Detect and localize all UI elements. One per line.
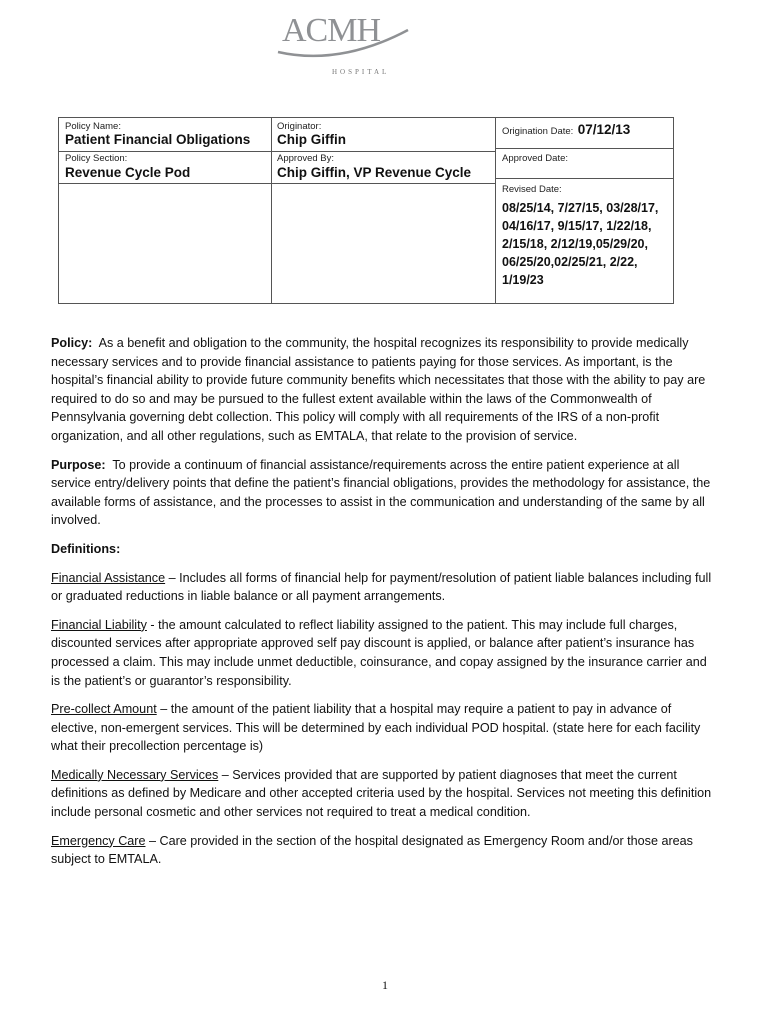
definition-term: Financial Assistance — [51, 570, 166, 585]
policy-section-label: Policy Section: — [65, 153, 128, 164]
definition-term: Medically Necessary Services — [51, 767, 219, 782]
definition-item — [51, 700, 719, 756]
purpose-paragraph — [51, 456, 719, 530]
policy-paragraph — [51, 334, 719, 446]
approved-by-label: Approved By: — [277, 153, 335, 164]
purpose-label: Purpose: — [51, 457, 106, 472]
table-divider — [495, 178, 673, 179]
definition-term: Pre-collect Amount — [51, 702, 157, 717]
policy-label: Policy: — [51, 336, 93, 350]
originator: Chip Giffin — [277, 132, 346, 147]
definition-item — [51, 832, 719, 869]
table-divider — [59, 183, 495, 184]
definition-text: – Care provided in the section of the hospital designated as Emergency Room and/or those areas subject to EMTALA. — [51, 833, 693, 867]
originator-label: Originator: — [277, 121, 322, 132]
policy-body — [51, 334, 719, 879]
policy-name: Patient Financial Obligations — [65, 132, 251, 147]
definition-item — [51, 766, 719, 822]
purpose-text: To provide a continuum of financial assistance/requirements across the entire patient experience at all service entry/delivery points that define the patient’s financial obligations, provides the methodology for assistance, the available forms of assistance, and the processes to assist in the communication and understanding of the same by all involved. — [51, 457, 711, 528]
origination-date-cell — [502, 121, 630, 139]
definition-item — [51, 569, 719, 606]
definition-text: – the amount of the patient liability that a hospital may require a patient to pay in advance of elective, non-emergent services. This will be determined by each individual POD hospital. (state here for each facility what their precollection percentage is) — [51, 702, 701, 754]
logo-wordmark: ACMH — [282, 12, 381, 49]
definition-term: Emergency Care — [51, 833, 146, 848]
revised-date-label: Revised Date: — [502, 184, 562, 195]
origination-date-label: Origination Date: — [502, 126, 574, 137]
revised-dates: 08/25/14, 7/27/15, 03/28/17, 04/16/17, 9/15/17, 1/22/18, 2/15/18, 2/12/19,05/29/20, 06/25/20,02/25/21, 2/22, 1/19/23 — [502, 201, 659, 287]
policy-header-table — [58, 117, 674, 304]
definition-term: Financial Liability — [51, 617, 147, 632]
hospital-logo — [270, 8, 420, 74]
definitions-heading: Definitions: — [51, 541, 121, 556]
table-divider — [59, 151, 495, 152]
approved-by: Chip Giffin, VP Revenue Cycle — [277, 165, 472, 180]
definition-text: – Includes all forms of financial help for payment/resolution of patient liable balances including full or graduated reductions in liable balance or all payment arrangements. — [51, 570, 712, 604]
definition-text: – Services provided that are supported by patient diagnoses that meet the current definitions as defined by Medicare and other accepted criteria used by the hospital. Services not meeting this definition include personal cosmetic and other services not required to treat a medical condition. — [51, 767, 712, 820]
approved-date-label: Approved Date: — [502, 153, 569, 164]
origination-date: 07/12/13 — [577, 122, 631, 137]
definition-text: - the amount calculated to reflect liability assigned to the patient. This may include full charges, discounted services after appropriate approved self pay discount is applied, or balance after patient’s insurance has processed a claim. This may include unmet deductible, coinsurance, and copay assigned by the insurance carrier and is the patient’s or guarantor’s responsibility. — [51, 617, 707, 688]
table-divider — [495, 148, 673, 149]
policy-text: As a benefit and obligation to the community, the hospital recognizes its responsibility to provide medically necessary services and to provide financial assistance to patients paying for those services. As important, is the hospital’s financial ability to provide future community benefits which necessitates that those with the ability to pay are required to do so and may be pursued to the fullest extent available within the laws of the Commonwealth of Pennsylvania governing debt collection. This policy will comply with all requirements of the IRS of a non-profit organization, and all other regulations, such as EMTALA, that relate to the provision of service. — [51, 336, 706, 443]
policy-section: Revenue Cycle Pod — [65, 165, 191, 180]
table-divider — [495, 118, 496, 303]
logo-subtitle: HOSPITAL — [332, 68, 390, 76]
policy-name-label: Policy Name: — [65, 121, 121, 132]
page-number: 1 — [382, 978, 388, 992]
definition-item — [51, 616, 719, 690]
table-divider — [271, 118, 272, 303]
